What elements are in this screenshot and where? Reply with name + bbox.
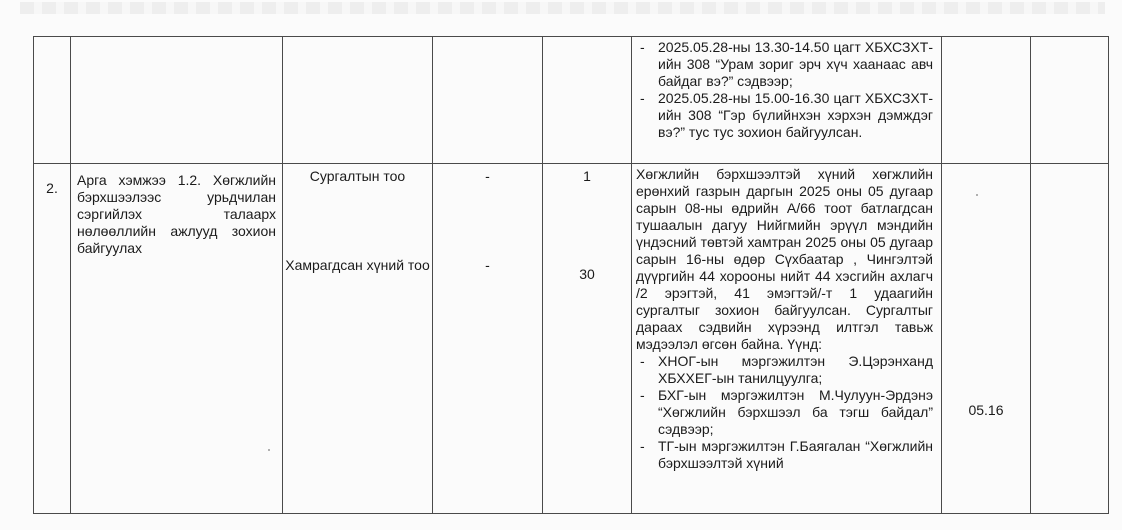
list-item: - БХГ-ын мэргэжилтэн М.Чулуун-Эрдэнэ “Хөгжлийн бэрхшээл ба тэгш байдал” сэдвээр; — [636, 387, 933, 438]
cell-note — [1031, 164, 1109, 514]
description-list — [636, 353, 933, 472]
table-row — [34, 37, 1109, 164]
bleed-through-header — [20, 2, 1105, 14]
indicator-participants-count: Хамрагдсан хүний тоо — [285, 257, 430, 273]
date-value: 05.16 — [968, 402, 1004, 418]
action-title: Арга хэмжээ 1.2. Хөгжлийн бэрхшээлээс урьдчилан сэргийлэх талаарх нөлөөллийн ажлууд зохион байгуулах — [71, 164, 283, 514]
list-item: - 2025.05.28-ны 13.30-14.50 цагт ХБХСЗХТ-ийн 308 “Урам зориг эрч хүч хаанаас авч байдаг вэ?” сэдвээр; — [636, 39, 933, 90]
cell-action — [71, 37, 283, 164]
cell-indicator — [283, 164, 433, 514]
cell-baseline — [433, 164, 543, 514]
baseline-value: - — [485, 257, 490, 273]
baseline-value: - — [485, 168, 490, 184]
cell-target — [543, 37, 632, 164]
scan-speck — [268, 449, 270, 451]
table-row — [34, 164, 1109, 514]
cell-number — [34, 37, 71, 164]
cell-baseline — [433, 37, 543, 164]
list-item: - 2025.05.28-ны 15.00-16.30 цагт ХБХСЗХТ-ийн 308 “Гэр бүлийнхэн хэрхэн дэмждэг вэ?” тус тус зохион байгуулсан. — [636, 90, 933, 141]
indicator-training-count: Сургалтын тоо — [309, 168, 406, 184]
cell-target — [543, 164, 632, 514]
scan-speck — [976, 194, 978, 196]
cell-indicator — [283, 37, 433, 164]
cell-date — [942, 37, 1031, 164]
description-list — [636, 39, 933, 141]
list-item: - ТГ-ын мэргэжилтэн Г.Баягалан “Хөгжлийн бэрхшээлтэй хүний — [636, 438, 933, 472]
list-item: - ХНОГ-ын мэргэжилтэн Э.Цэрэнханд ХБХХЕГ-ын танилцуулга; — [636, 353, 933, 387]
cell-note — [1031, 37, 1109, 164]
target-value: 30 — [579, 266, 595, 282]
cell-date — [942, 164, 1031, 514]
target-value: 1 — [583, 168, 591, 184]
report-table — [33, 36, 1109, 514]
cell-description — [632, 37, 942, 164]
description-paragraph: Хөгжлийн бэрхшээлтэй хүний хөгжлийн ерөнхий газрын даргын 2025 оны 05 дугаар сарын 08-ны өдрийн А/66 тоот батлагдсан тушаалын дагуу Нийгмийн эрүүл мэндийн үндэсний төвтэй хамтран 2025 оны 05 дугаар сарын 16-ны өдөр Сүхбаатар , Чингэлтэй дүүргийн 44 хорооны нийт 44 хэсгийн ахлагч /2 эрэгтэй, 41 эмэгтэй/-т 1 удаагийн сургалтыг зохион байгуулсан. Сургалтыг дараах сэдвийн хүрээнд илтгэл тавьж мэдээлэл өгсөн байна. Үүнд: — [636, 166, 933, 352]
row-number: 2. — [34, 164, 71, 514]
cell-description — [632, 164, 942, 514]
